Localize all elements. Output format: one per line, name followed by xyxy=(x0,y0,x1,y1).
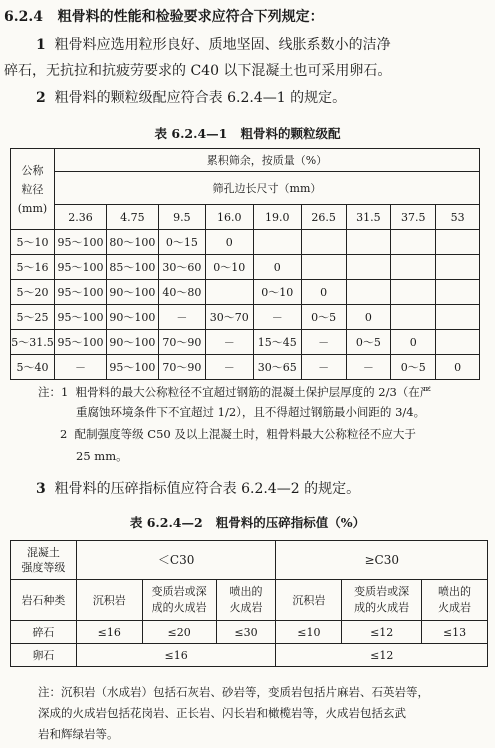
sieve-row xyxy=(11,205,480,230)
table-2-note-line-2: 深成的火成岩包括花岗岩、正长岩、闪长岩和橄榄岩等，火成岩包括玄武 xyxy=(38,706,406,720)
note-1-line-1 xyxy=(38,382,431,402)
table-2-note-line-1: 注：沉积岩（水成岩）包括石灰岩、砂岩等，变质岩包括片麻岩、石英岩等， xyxy=(38,685,429,699)
nominal-size-header-3: (mm) xyxy=(17,201,48,215)
table-cell: － xyxy=(301,355,346,380)
table-cell: 95～100 xyxy=(106,355,158,380)
row-size: 5～25 xyxy=(11,305,55,330)
volcanic-rock-header-2: 火成岩 xyxy=(229,601,263,614)
row-size: 5～40 xyxy=(11,355,55,380)
item-2-number: 2 xyxy=(36,90,46,106)
sieve-size: 4.75 xyxy=(106,205,158,230)
table-cell: 95～100 xyxy=(54,255,106,280)
item-1-text-1: 粗骨料应选用粒形良好、质地坚固、线胀系数小的洁净 xyxy=(54,37,391,53)
table-cell: － xyxy=(253,305,301,330)
table-row xyxy=(11,644,488,667)
strength-grade-header-1: 混凝土 xyxy=(26,546,60,559)
note-1-number: 1 xyxy=(61,385,69,399)
metamorphic-rock-header-2: 成的火成岩 xyxy=(151,601,207,614)
table-cell: 0～5 xyxy=(391,355,436,380)
sieve-size: 26.5 xyxy=(301,205,346,230)
table-cell: 70～90 xyxy=(158,355,205,380)
row-size: 5～20 xyxy=(11,280,55,305)
item-1-text-2: 碎石，无抗拉和抗疲劳要求的 C40 以下混凝土也可采用卵石。 xyxy=(4,63,392,79)
table-cell xyxy=(391,305,436,330)
note-2-line-1 xyxy=(60,424,416,444)
table-cell: 0～10 xyxy=(205,255,253,280)
grading-table xyxy=(10,148,480,380)
section-title: 粗骨料的性能和检验要求应符合下列规定： xyxy=(57,9,324,25)
table-1-caption-title: 粗骨料的颗粒级配 xyxy=(240,126,341,141)
table-cell: ≤12 xyxy=(342,621,422,644)
table-cell xyxy=(436,330,480,355)
sedimentary-rock-header: 沉积岩 xyxy=(276,580,342,621)
table-cell: 30～70 xyxy=(205,305,253,330)
note-1-text-2: 重腐蚀环境条件下不宜超过 1/2），且不得超过钢筋最小间距的 3/4。 xyxy=(76,405,426,419)
c30-and-above-header: ≥C30 xyxy=(276,541,488,580)
table-cell: 40～80 xyxy=(158,280,205,305)
table-cell xyxy=(391,280,436,305)
pebble-label: 卵石 xyxy=(11,644,77,667)
table-cell: ≤13 xyxy=(422,621,488,644)
table-cell xyxy=(391,230,436,255)
table-cell: ≤16 xyxy=(76,644,276,667)
table-cell xyxy=(346,230,391,255)
crushed-stone-label: 碎石 xyxy=(11,621,77,644)
sieve-size-header: 筛孔边长尺寸（mm） xyxy=(54,172,479,205)
table-cell xyxy=(391,255,436,280)
table-cell: － xyxy=(205,330,253,355)
table-cell xyxy=(436,305,480,330)
note-2-text-2: 25 mm。 xyxy=(76,449,128,463)
volcanic-rock-header xyxy=(216,580,276,621)
metamorphic-rock-header-1: 变质岩或深 xyxy=(354,585,410,598)
table-cell: 0 xyxy=(205,230,253,255)
sieve-size: 53 xyxy=(436,205,480,230)
table-cell: 0 xyxy=(346,305,391,330)
table-row xyxy=(11,330,480,355)
table-cell: ≤16 xyxy=(76,621,142,644)
crushing-value-table xyxy=(10,540,488,667)
table-cell xyxy=(436,280,480,305)
item-3-number: 3 xyxy=(36,481,46,497)
nominal-size-header-2: 粒径 xyxy=(21,182,44,196)
table-row xyxy=(11,255,480,280)
table-cell xyxy=(346,280,391,305)
table-cell xyxy=(253,230,301,255)
table-cell: 0～5 xyxy=(301,305,346,330)
rock-type-header: 岩石种类 xyxy=(11,580,77,621)
table-cell xyxy=(436,230,480,255)
table-cell: 95～100 xyxy=(54,305,106,330)
row-size: 5～10 xyxy=(11,230,55,255)
sieve-size: 31.5 xyxy=(346,205,391,230)
metamorphic-rock-header-2: 成的火成岩 xyxy=(354,601,410,614)
row-size: 5～31.5 xyxy=(11,330,55,355)
table-cell: 0～10 xyxy=(253,280,301,305)
table-row xyxy=(11,305,480,330)
cumulative-residue-header: 累积筛余，按质量（%） xyxy=(54,149,479,172)
row-size: 5～16 xyxy=(11,255,55,280)
item-2-text: 粗骨料的颗粒级配应符合表 6.2.4—1 的规定。 xyxy=(54,90,347,106)
table-1-caption-number: 表 6.2.4—1 xyxy=(154,126,228,141)
sieve-size: 19.0 xyxy=(253,205,301,230)
sieve-size: 16.0 xyxy=(205,205,253,230)
table-cell: 0～5 xyxy=(346,330,391,355)
table-1-caption xyxy=(0,124,495,142)
volcanic-rock-header-1: 喷出的 xyxy=(229,585,263,598)
table-cell xyxy=(346,255,391,280)
below-c30-header: ＜C30 xyxy=(76,541,276,580)
table-row xyxy=(11,621,488,644)
table-cell: 70～90 xyxy=(158,330,205,355)
volcanic-rock-header xyxy=(422,580,488,621)
volcanic-rock-header-1: 喷出的 xyxy=(438,585,472,598)
metamorphic-rock-header xyxy=(142,580,216,621)
table-cell: ≤20 xyxy=(142,621,216,644)
table-cell: 0～15 xyxy=(158,230,205,255)
notes-label: 注： xyxy=(38,385,61,399)
item-3-text: 粗骨料的压碎指标值应符合表 6.2.4—2 的规定。 xyxy=(54,481,361,497)
table-cell: 90～100 xyxy=(106,305,158,330)
table-cell: 0 xyxy=(391,330,436,355)
table-cell: 0 xyxy=(436,355,480,380)
section-heading xyxy=(4,6,324,28)
item-3 xyxy=(36,478,360,500)
table-2-caption-title: 粗骨料的压碎指标值（%） xyxy=(215,515,366,530)
nominal-size-header-1: 公称 xyxy=(21,163,44,177)
table-cell xyxy=(301,255,346,280)
table-cell: 95～100 xyxy=(54,330,106,355)
table-cell: 30～60 xyxy=(158,255,205,280)
sedimentary-rock-header: 沉积岩 xyxy=(76,580,142,621)
table-cell: － xyxy=(205,355,253,380)
item-2 xyxy=(36,87,346,109)
metamorphic-rock-header-1: 变质岩或深 xyxy=(151,585,207,598)
table-2-caption-number: 表 6.2.4—2 xyxy=(129,515,203,530)
table-cell: － xyxy=(54,355,106,380)
table-cell: 80～100 xyxy=(106,230,158,255)
volcanic-rock-header-2: 火成岩 xyxy=(438,601,472,614)
table-cell: 90～100 xyxy=(106,330,158,355)
table-cell: ≤30 xyxy=(216,621,276,644)
table-cell: 0 xyxy=(253,255,301,280)
table-2-note-line-3: 岩和辉绿岩等。 xyxy=(38,727,119,741)
strength-grade-header xyxy=(11,541,77,580)
table-cell: 0 xyxy=(301,280,346,305)
table-cell: ≤10 xyxy=(276,621,342,644)
table-cell: 95～100 xyxy=(54,230,106,255)
metamorphic-rock-header xyxy=(342,580,422,621)
table-cell xyxy=(436,255,480,280)
table-cell: 90～100 xyxy=(106,280,158,305)
table-row xyxy=(11,280,480,305)
section-number: 6.2.4 xyxy=(4,9,43,25)
sieve-size: 37.5 xyxy=(391,205,436,230)
table-cell xyxy=(205,280,253,305)
note-1-text-1: 粗骨料的最大公称粒径不宜超过钢筋的混凝土保护层厚度的 2/3（在严 xyxy=(75,385,432,399)
item-1-line-1 xyxy=(36,34,391,56)
item-1-number: 1 xyxy=(36,37,46,53)
table-cell: 30～65 xyxy=(253,355,301,380)
table-cell: 15～45 xyxy=(253,330,301,355)
note-2-number: 2 xyxy=(60,427,68,441)
table-cell: 95～100 xyxy=(54,280,106,305)
table-cell: 85～100 xyxy=(106,255,158,280)
table-cell: － xyxy=(346,355,391,380)
sieve-size: 2.36 xyxy=(54,205,106,230)
table-cell xyxy=(301,230,346,255)
table-cell: ≤12 xyxy=(276,644,488,667)
table-2-caption xyxy=(0,513,495,531)
nominal-size-header xyxy=(11,149,55,230)
table-cell: － xyxy=(158,305,205,330)
table-row xyxy=(11,355,480,380)
note-2-text-1: 配制强度等级 C50 及以上混凝土时，粗骨料最大公称粒径不应大于 xyxy=(74,427,416,441)
sieve-size: 9.5 xyxy=(158,205,205,230)
strength-grade-header-2: 强度等级 xyxy=(21,561,66,574)
table-row xyxy=(11,230,480,255)
table-cell: － xyxy=(301,330,346,355)
